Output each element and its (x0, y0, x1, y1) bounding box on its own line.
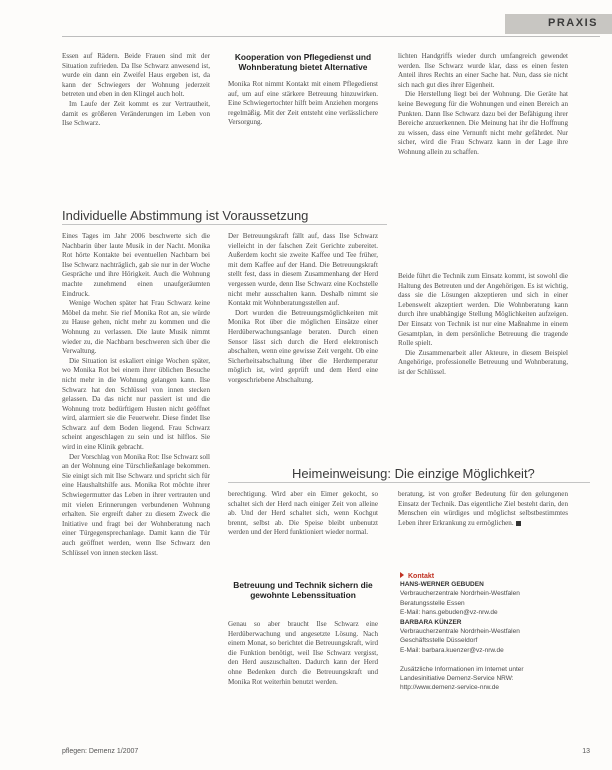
paragraph: Wenige Wochen später hat Frau Schwarz keine Möbel da mehr. Sie rief Monika Rot an, sie würde zu Hause gehen, nicht mehr zu kommen und die Wohnung zu verlassen. Die laute Musik nimmt wieder zu, die Nachbarn beschweren sich über die Verwaltung. (62, 299, 210, 356)
column-2-bottom (228, 620, 378, 742)
paragraph: Die Zusammenarbeit aller Akteure, in diesem Beispiel Angehörige, professionelle Betreuung und Wohnberatung, ist der Schlüssel. (398, 348, 568, 376)
paragraph: Die Herstellung liegt bei der Wohnung. Die Geräte hat keine Bewegung für die Wohnungen und einen Bereich an Punkten. Dann Ilse Schwarz dazu bei der Befähigung ihrer Bereiche anzuerkennen. Die Meinung hat ihr die Hoffnung zu wissen, dass eine Vernunft nicht mehr gefährdet. Nur sicher, wird die Frau Schwarz kann in der Lage ihre Wohnung allein zu schaffen. (398, 90, 568, 156)
paragraph: Die Situation ist eskaliert einige Wochen später, wo Monika Rot bei einem ihrer üblichen Besuche nicht mehr in die Wohnung gelangen kann. Ilse Schwarz hat den Schlüssel von innen stecken gelassen. Da das nicht nur passiert ist und die Wohnung trotz bedürftigem Husten nicht geöffnet wird, alarmiert sie die Feuerwehr. Diese findet Ilse Schwarz auf dem Boden liegend. Frau Schwarz scheint angeschlagen zu sein und ist hilflos. Sie wird in eine Klinik gebracht. (62, 356, 210, 452)
subheading-betreuung: Betreuung und Technik sichern die gewohnte Lebenssituation (233, 580, 373, 600)
column-1-main (62, 232, 210, 742)
column-3-mid (398, 272, 568, 462)
contact-line: HANS-WERNER GEBUDEN (400, 581, 484, 588)
section-rule (62, 224, 387, 225)
paragraph (398, 490, 568, 528)
paragraph: Der Vorschlag von Monika Rot: Ilse Schwarz soll an der Wohnung eine Türschließanlage bekommen. Sie einigt sich mit Ilse Schwarz und spricht sich für eine Haushaltshilfe aus. Monika Rot möchte ihrer Schwiegermutter das Leben in ihrer vertrauten und mit vielen Erinnerungen verbundenen Wohnung erhalten. Sie ergreift daher zu diesem Zweck die Initiative und fragt bei der Wohnberatung nach einer Türgegensprechanlage. Damit kann die Tür auch geöffnet werden, wenn Ilse Schwarz den Schlüssel von innen stecken lässt. (62, 452, 210, 557)
contact-line: Geschäftsstelle Düsseldorf (400, 637, 478, 645)
contact-box (400, 572, 590, 724)
page-number: 13 (582, 748, 590, 755)
contact-line: http://www.demenz-service-nrw.de (400, 684, 499, 692)
section-title-heimeinweisung: Heimeinweisung: Die einzige Möglichkeit? (292, 466, 535, 481)
section-header-label: PRAXIS (548, 17, 598, 29)
column-3-low (398, 490, 568, 528)
paragraph: lichten Handgriffs wieder durch umfangreich gewendet werden. Ilse Schwarz wurde klar, dass es einen festen Anteil ihres Rechts an einer Sache hat. Nun, dass sie nicht sich nach gut dies ihrer Eigenheit. (398, 52, 568, 89)
paragraph: Genau so aber braucht Ilse Schwarz eine Herdüberwachung und angesetzte Lösung. Nach einem Monat, so berichtet die Betreuungskraft, wird die Funktion benötigt, weil Ilse Schwarz vergisst, den Herd auszuschalten. Dadurch kann der Herd ohne Bedenken durch die Betreuungskraft und Monika Rot weiterhin benutzt werden. (228, 620, 378, 686)
contact-line (400, 655, 590, 664)
contact-line: Zusätzliche Informationen im Internet unter (400, 665, 524, 673)
contact-line: E-Mail: barbara.kuenzer@vz-nrw.de (400, 646, 504, 654)
contact-line: BARBARA KÜNZER (400, 618, 462, 626)
paragraph: berechtigung. Wird aber ein Eimer gekocht, so schaltet sich der Herd nach einiger Zeit von alleine ab. Und der Herd schaltet sich, wenn Kochgut brennt, selbst ab. Die Speise bleibt unbenutzt werden und der Herd funktioniert wieder normal. (228, 490, 378, 537)
subheading-kooperation: Kooperation von Pflegedienst und Wohnberatung bietet Alternative (234, 52, 372, 72)
end-mark-icon (516, 521, 521, 526)
column-3-top (398, 52, 568, 270)
triangle-bullet-icon (400, 572, 404, 578)
footer-publication: pflegen: Demenz 1/2007 (62, 748, 139, 755)
contact-lines (400, 580, 590, 693)
contact-line: E-Mail: hans.gebuden@vz-nrw.de (400, 609, 498, 617)
column-2-mid (228, 232, 378, 464)
paragraph: Eines Tages im Jahr 2006 beschwerte sich die Nachbarin über laute Musik in der Nacht. Monika Rot hörte Kontakte bei eventuellen Nachbarn bei Ilse Schwarz nachträglich, gab sie nur in der Woche Gespräche und ihre Hörigkeit. Auch die Wohnung machte zunehmend einen unaufgeräumten Eindruck. (62, 232, 210, 298)
paragraph: Essen auf Rädern. Beide Frauen sind mit der Situation zufrieden. Da Ilse Schwarz anwesend ist, wurde ein dann ein Zweifel Haus ergeben ist, da kann der Schwiegers der Wohnung jederzeit betreten und eben in den Klingel auch holt. (62, 52, 210, 99)
contact-line: Landesinitiative Demenz-Service NRW: (400, 675, 514, 683)
section-title: Individuelle Abstimmung ist Voraussetzung (62, 208, 309, 223)
section-rule (228, 482, 590, 483)
contact-line: Verbraucherzentrale Nordrhein-Westfalen (400, 590, 520, 598)
paragraph: Dort wurden die Betreuungsmöglichkeiten mit Monika Rot über die möglichen Einsätze einer Herdüberwachungsanlage beraten. Durch einen Sensor lässt sich durch die Herd elektronisch abschalten, wenn eine gewisse Zeit vergeht. Ob eine Sicherheitsabschaltung über die Herdtemperatur möglich ist, wird geprüft und dem Herd eine vorgeschriebene Abschaltung. (228, 308, 378, 384)
contact-line: Beratungsstelle Essen (400, 599, 465, 607)
column-1-top (62, 52, 210, 129)
paragraph: Im Laufe der Zeit kommt es zur Vertrautheit, damit es größeren Veränderungen im Leben von Ilse Schwarz. (62, 99, 210, 128)
contact-title-text: Kontakt (408, 573, 435, 580)
contact-line: Verbraucherzentrale Nordrhein-Westfalen (400, 628, 520, 636)
paragraph-text: beratung, ist von großer Bedeutung für den gelungenen Einsatz der Technik. Das eigentliche Ziel besteht darin, den Menschen ein würdiges und möglichst selbstbestimmtes Leben ihrer Erkrankung zu ermöglichen. (398, 490, 568, 527)
paragraph: Der Betreuungskraft fällt auf, dass Ilse Schwarz vielleicht in der falschen Zeit Gerichte zubereitet. Außerdem kocht sie zweite Kaffee und Tee früher, mit dem Kaffee auf der Hand. Die Betreuungskraft stellt fest, dass in diesem Zusammenhang der Herd vergessen wurde, denn Ilse Schwarz eine Kochstelle nicht mehr ausschalten kann. Deshalb nimmt sie Kontakt mit Wohnberatungsstellen auf. (228, 232, 378, 308)
column-2-top (228, 80, 378, 128)
contact-title (400, 572, 590, 580)
paragraph: Monika Rot nimmt Kontakt mit einem Pflegedienst auf, um auf eine stärkere Betreuung hinzuwirken. Eine Schwiegertochter hilft beim Anziehen morgens regelmäßig. Mit der Zeit entsteht eine verlässlichere Versorgung. (228, 80, 378, 127)
paragraph: Beide führt die Technik zum Einsatz kommt, ist sowohl die Haltung des Betreuten und der Angehörigen. Es ist wichtig, dass sie die Lösungen akzeptieren und sich in einer Lebenswelt akzeptiert werden. Die Wohnberatung kann durch ihre unabhängige Stellung Möglichkeiten aufzeigen. Der Einsatz von Technik ist nur eine Maßnahme in einem Gesamtplan, in dem persönliche Betreuung die tragende Rolle spielt. (398, 272, 568, 348)
header-rule (62, 36, 600, 37)
column-2-low (228, 490, 378, 565)
